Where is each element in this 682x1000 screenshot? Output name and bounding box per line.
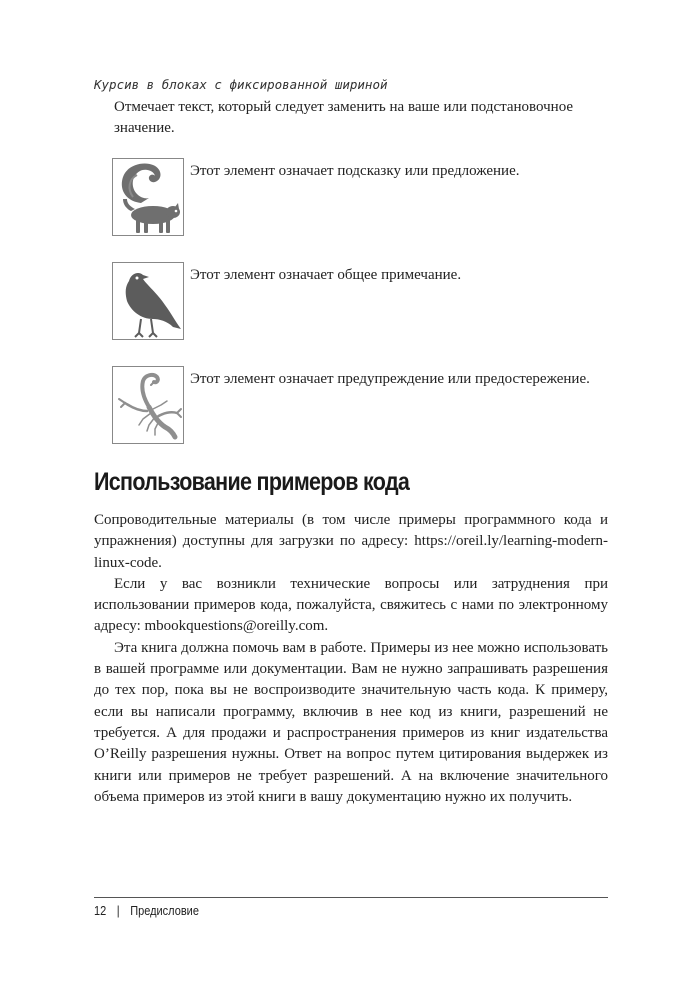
warning-text: Этот элемент означает предупреждение или предостережение. [190, 371, 590, 387]
paragraph: Сопроводительные материалы (в том числе примеры программного кода и упражнения) доступны для загрузки по адресу: https://oreil.ly/learning-modern-linux-code. [94, 512, 608, 571]
tip-text: Этот элемент означает подсказку или предложение. [190, 163, 520, 179]
chapter-name: Предисловие [130, 904, 199, 918]
convention-description: Отмечает текст, который следует заменить на ваше или подстановочное значение. [114, 99, 574, 136]
page-number: 12 [94, 904, 107, 918]
convention-term: Курсив в блоках с фиксированной шириной [94, 77, 388, 92]
note-text: Этот элемент означает общее примечание. [190, 267, 462, 283]
scorpion-icon [113, 367, 183, 443]
warning-block [112, 366, 612, 456]
paragraph: Эта книга должна помочь вам в работе. Примеры из нее можно использовать в вашей программе или документации. Вам не нужно запрашивать разрешения до тех пор, пока вы не воспроизводите значительную часть кода. К примеру, если вы написали программу, включив в нее код из книги, разрешений не требуется. А для продажи и распространения примеров из книг издательства O’Reilly разрешения нужны. Ответ на вопрос путем цитирования выдержек из книги или примеров не требует разрешений. А на включение значительного объема примеров из этой книги в вашу документацию нужно их получить. [94, 639, 608, 805]
crow-icon [113, 263, 183, 339]
lemur-icon [113, 159, 183, 235]
page-footer [94, 904, 199, 918]
section-title: Использование примеров кода [94, 468, 410, 496]
warning-icon-frame [112, 366, 184, 444]
tip-icon-frame [112, 158, 184, 236]
note-block [112, 262, 612, 352]
note-icon-frame [112, 262, 184, 340]
section-body [94, 510, 608, 808]
footer-separator: | [116, 904, 120, 918]
footer-divider [94, 897, 608, 898]
tip-block [112, 158, 612, 248]
paragraph: Если у вас возникли технические вопросы или затруднения при использовании примеров кода, пожалуйста, свяжитесь с нами по электронному адресу: mbookquestions@oreilly.com. [94, 575, 608, 635]
